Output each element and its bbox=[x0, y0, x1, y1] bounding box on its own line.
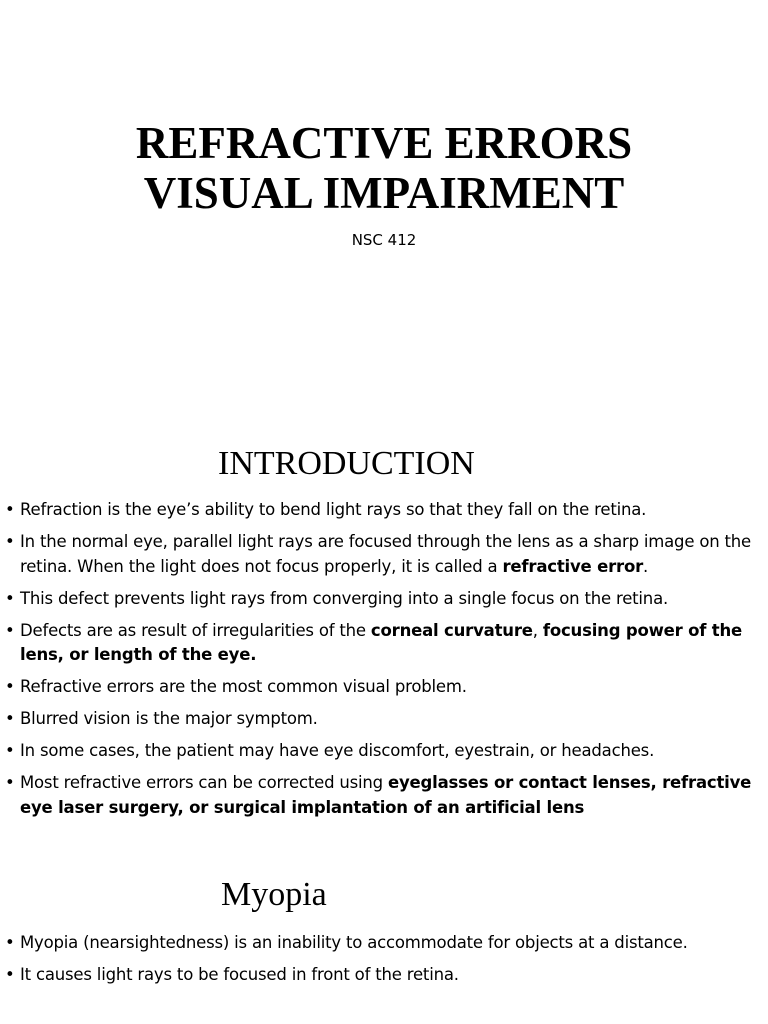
introduction-heading: INTRODUCTION bbox=[218, 445, 475, 482]
list-item bbox=[0, 963, 760, 988]
bullet-bold-text: corneal curvature bbox=[370, 620, 533, 640]
title-slide bbox=[0, 0, 768, 430]
bullet-text: Refraction is the eye’s ability to bend light rays so that they fall on the retina. bbox=[20, 500, 647, 519]
bullet-text: In some cases, the patient may have eye discomfort, eyestrain, or headaches. bbox=[20, 741, 655, 760]
myopia-bullet-list bbox=[0, 931, 760, 995]
list-item bbox=[0, 675, 760, 700]
list-item bbox=[0, 530, 760, 579]
list-item bbox=[0, 587, 760, 612]
title-line-2: VISUAL IMPAIRMENT bbox=[143, 168, 625, 218]
course-code: NSC 412 bbox=[351, 231, 417, 249]
bullet-text: Most refractive errors can be corrected using bbox=[20, 773, 389, 792]
bullet-bold-text: eyeglasses or contact lenses, refractive eye laser surgery, or surgical implantation of an artificial lens bbox=[20, 773, 752, 817]
bullet-text: Blurred vision is the major symptom. bbox=[20, 709, 318, 728]
bullet-text: Defects are as result of irregularities of the bbox=[20, 620, 371, 640]
introduction-bullet-list bbox=[0, 498, 760, 828]
bullet-text: It causes light rays to be focused in front of the retina. bbox=[20, 965, 459, 984]
bullet-bold-text: focusing power of the lens, or length of the eye. bbox=[20, 620, 743, 664]
list-item bbox=[0, 931, 760, 956]
bullet-text: , bbox=[532, 620, 543, 640]
slide-title bbox=[0, 118, 768, 218]
list-item bbox=[0, 771, 760, 820]
bullet-text: In the normal eye, parallel light rays are focused through the lens as a sharp image on the retina. When the light does not focus properly, it is called a bbox=[20, 532, 752, 576]
bullet-text: . bbox=[643, 556, 649, 576]
list-item bbox=[0, 707, 760, 732]
title-line-1: REFRACTIVE ERRORS bbox=[135, 118, 633, 168]
bullet-text: This defect prevents light rays from converging into a single focus on the retina. bbox=[20, 588, 669, 608]
bullet-text: Myopia (nearsightedness) is an inability to accommodate for objects at a distance. bbox=[20, 933, 688, 952]
list-item bbox=[0, 739, 760, 764]
list-item bbox=[0, 619, 760, 668]
myopia-heading: Myopia bbox=[221, 876, 327, 913]
list-item bbox=[0, 498, 760, 523]
bullet-bold-text: refractive error bbox=[502, 556, 644, 576]
bullet-text: Refractive errors are the most common visual problem. bbox=[20, 677, 467, 696]
